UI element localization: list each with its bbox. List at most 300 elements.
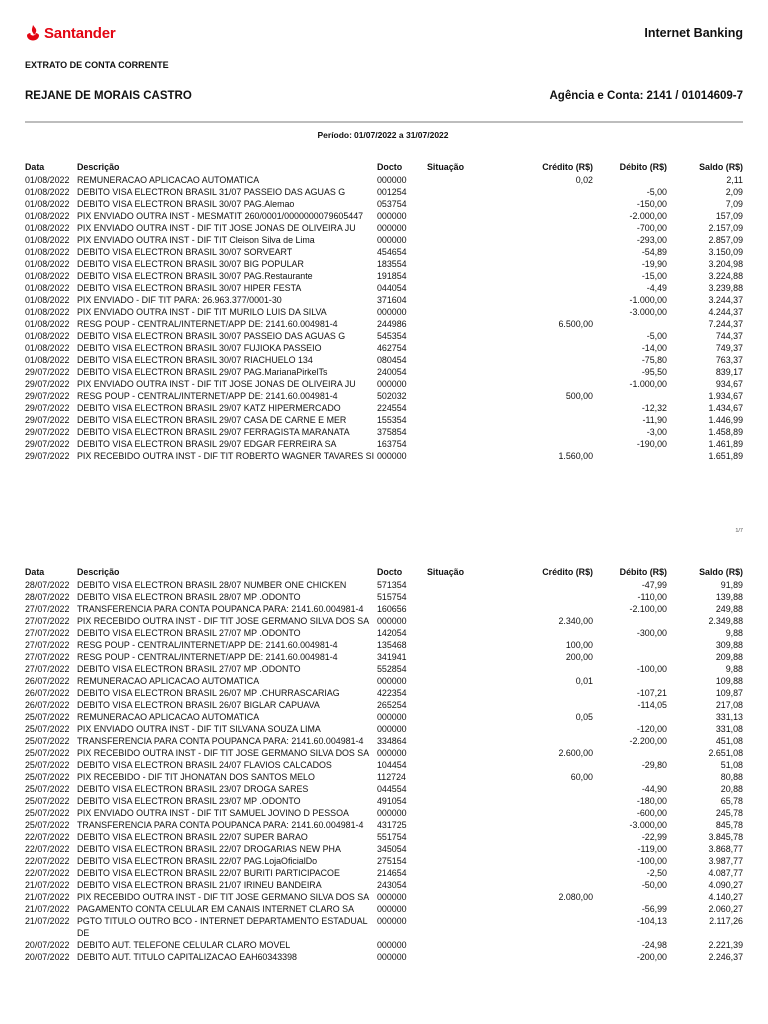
cell-date: 01/08/2022 xyxy=(25,294,70,305)
table-row xyxy=(25,771,743,783)
table-row xyxy=(25,819,743,831)
cell-description: DEBITO VISA ELECTRON BRASIL 29/07 CASA DE CARNE E MER xyxy=(77,414,347,425)
cell-debit: -107,21 xyxy=(636,687,667,698)
cell-doc: 183554 xyxy=(377,258,407,269)
col-date-header: Data xyxy=(25,567,45,577)
cell-date: 27/07/2022 xyxy=(25,639,70,650)
cell-description: DEBITO VISA ELECTRON BRASIL 22/07 SUPER BARAO xyxy=(77,831,308,842)
cell-description: TRANSFERENCIA PARA CONTA POUPANCA PARA: 2141.60.004981-4 xyxy=(77,603,364,614)
cell-description: REMUNERACAO APLICACAO AUTOMATICA xyxy=(77,711,260,722)
cell-doc: 104454 xyxy=(377,759,407,770)
cell-doc: 341941 xyxy=(377,651,407,662)
cell-balance: 20,88 xyxy=(720,783,743,794)
cell-date: 27/07/2022 xyxy=(25,615,70,626)
col-description-header: Descrição xyxy=(77,567,120,577)
cell-date: 29/07/2022 xyxy=(25,366,70,377)
cell-description: DEBITO VISA ELECTRON BRASIL 27/07 MP .ODONTO xyxy=(77,663,301,674)
cell-date: 21/07/2022 xyxy=(25,879,70,890)
cell-description: DEBITO VISA ELECTRON BRASIL 24/07 FLAVIOS CALCADOS xyxy=(77,759,332,770)
period-value: 01/07/2022 a 31/07/2022 xyxy=(353,130,449,140)
cell-doc: 000000 xyxy=(377,951,407,962)
cell-date: 01/08/2022 xyxy=(25,354,70,365)
cell-debit: -200,00 xyxy=(636,951,667,962)
cell-balance: 109,87 xyxy=(715,687,743,698)
table-row xyxy=(25,747,743,759)
cell-balance: 2.060,27 xyxy=(708,903,743,914)
cell-date: 21/07/2022 xyxy=(25,891,70,902)
cell-debit: -104,13 xyxy=(636,915,667,926)
internet-banking-title: Internet Banking xyxy=(644,26,743,40)
cell-debit: -54,89 xyxy=(641,246,667,257)
cell-doc: 163754 xyxy=(377,438,407,449)
table-row xyxy=(25,258,743,270)
table-row xyxy=(25,306,743,318)
table-row xyxy=(25,663,743,675)
document-type: EXTRATO DE CONTA CORRENTE xyxy=(25,60,169,70)
cell-description: PIX RECEBIDO OUTRA INST - DIF TIT JOSE GERMANO SILVA DOS SA xyxy=(77,891,370,902)
cell-description: DEBITO AUT. TITULO CAPITALIZACAO EAH60343398 xyxy=(77,951,297,962)
cell-debit: -110,00 xyxy=(637,591,667,602)
col-description-header: Descrição xyxy=(77,162,120,172)
account-label: Agência e Conta: xyxy=(549,90,644,102)
cell-description: DEBITO VISA ELECTRON BRASIL 31/07 PASSEIO DAS AGUAS G xyxy=(77,186,346,197)
cell-doc: 135468 xyxy=(377,639,407,650)
cell-date: 29/07/2022 xyxy=(25,378,70,389)
cell-doc: 502032 xyxy=(377,390,407,401)
cell-description: DEBITO VISA ELECTRON BRASIL 23/07 MP .ODONTO xyxy=(77,795,301,806)
cell-date: 25/07/2022 xyxy=(25,807,70,818)
cell-balance: 2.651,08 xyxy=(708,747,743,758)
cell-balance: 4.140,27 xyxy=(708,891,743,902)
account-number: 2141 / 01014609-7 xyxy=(646,90,743,102)
cell-description: DEBITO VISA ELECTRON BRASIL 28/07 NUMBER ONE CHICKEN xyxy=(77,579,347,590)
table-row xyxy=(25,711,743,723)
col-status-header: Situação xyxy=(427,567,464,577)
cell-date: 01/08/2022 xyxy=(25,222,70,233)
cell-balance: 217,08 xyxy=(715,699,743,710)
cell-description: DEBITO VISA ELECTRON BRASIL 30/07 SORVEART xyxy=(77,246,293,257)
cell-debit: -4,49 xyxy=(646,282,667,293)
cell-doc: 080454 xyxy=(377,354,407,365)
cell-doc: 000000 xyxy=(377,711,407,722)
cell-debit: -24,98 xyxy=(641,939,667,950)
table-row xyxy=(25,234,743,246)
cell-debit: -2,50 xyxy=(646,867,667,878)
cell-balance: 7.244,37 xyxy=(708,318,743,329)
table-row xyxy=(25,342,743,354)
cell-doc: 000000 xyxy=(377,222,407,233)
cell-balance: 3.987,77 xyxy=(708,855,743,866)
cell-date: 01/08/2022 xyxy=(25,330,70,341)
cell-date: 29/07/2022 xyxy=(25,414,70,425)
cell-balance: 839,17 xyxy=(715,366,743,377)
cell-date: 25/07/2022 xyxy=(25,747,70,758)
cell-date: 21/07/2022 xyxy=(25,915,70,926)
cell-balance: 1.446,99 xyxy=(708,414,743,425)
cell-balance: 80,88 xyxy=(720,771,743,782)
table-row xyxy=(25,198,743,210)
cell-balance: 139,88 xyxy=(715,591,743,602)
table-row xyxy=(25,867,743,879)
page-header xyxy=(25,24,743,44)
cell-balance: 2.117,26 xyxy=(709,915,743,926)
cell-description: PIX ENVIADO OUTRA INST - MESMATIT 260/0001/0000000079605447 xyxy=(77,210,364,221)
cell-description: RESG POUP - CENTRAL/INTERNET/APP DE: 2141.60.004981-4 xyxy=(77,651,338,662)
cell-balance: 9,88 xyxy=(725,627,743,638)
cell-description: PIX RECEBIDO - DIF TIT JHONATAN DOS SANTOS MELO xyxy=(77,771,315,782)
cell-balance: 2,11 xyxy=(726,174,743,185)
cell-date: 01/08/2022 xyxy=(25,186,70,197)
table-row xyxy=(25,783,743,795)
cell-debit: -3.000,00 xyxy=(629,306,667,317)
table-row xyxy=(25,651,743,663)
cell-date: 27/07/2022 xyxy=(25,603,70,614)
table-row xyxy=(25,639,743,651)
cell-balance: 2.246,37 xyxy=(708,951,743,962)
table-row xyxy=(25,939,743,951)
col-date-header: Data xyxy=(25,162,45,172)
cell-doc: 422354 xyxy=(377,687,407,698)
cell-doc: 000000 xyxy=(377,450,407,461)
cell-debit: -22,99 xyxy=(641,831,667,842)
col-debit-header: Débito (R$) xyxy=(619,567,667,577)
cell-date: 27/07/2022 xyxy=(25,651,70,662)
cell-debit: -119,00 xyxy=(637,843,667,854)
cell-balance: 331,08 xyxy=(715,723,743,734)
cell-debit: -75,80 xyxy=(641,354,667,365)
table-row xyxy=(25,318,743,330)
cell-description: DEBITO VISA ELECTRON BRASIL 22/07 DROGARIAS NEW PHA xyxy=(77,843,341,854)
cell-description: DEBITO VISA ELECTRON BRASIL 29/07 PAG.MarianaPirkelTs xyxy=(77,366,328,377)
cell-description: PGTO TITULO OUTRO BCO - INTERNET DEPARTAMENTO ESTADUAL DE xyxy=(77,915,368,938)
cell-debit: -300,00 xyxy=(636,627,667,638)
cell-debit: -19,90 xyxy=(641,258,667,269)
cell-debit: -600,00 xyxy=(636,807,667,818)
cell-date: 01/08/2022 xyxy=(25,174,70,185)
table-row xyxy=(25,735,743,747)
table-row xyxy=(25,330,743,342)
cell-balance: 3.224,88 xyxy=(708,270,743,281)
cell-description: PIX ENVIADO OUTRA INST - DIF TIT Cleison Silva de Lima xyxy=(77,234,315,245)
cell-date: 26/07/2022 xyxy=(25,687,70,698)
col-credit-header: Crédito (R$) xyxy=(542,162,593,172)
table-header xyxy=(25,161,743,174)
table-row xyxy=(25,222,743,234)
cell-doc: 000000 xyxy=(377,723,407,734)
table-row xyxy=(25,354,743,366)
cell-balance: 749,37 xyxy=(715,342,743,353)
cell-doc: 431725 xyxy=(377,819,407,830)
cell-debit: -44,90 xyxy=(641,783,667,794)
cell-doc: 000000 xyxy=(377,891,407,902)
cell-doc: 155354 xyxy=(377,414,407,425)
cell-date: 29/07/2022 xyxy=(25,426,70,437)
cell-date: 22/07/2022 xyxy=(25,855,70,866)
cell-balance: 763,37 xyxy=(715,354,743,365)
cell-balance: 1.458,89 xyxy=(708,426,743,437)
table-row xyxy=(25,579,743,591)
cell-description: DEBITO VISA ELECTRON BRASIL 26/07 MP .CHURRASCARIAG xyxy=(77,687,340,698)
cell-date: 26/07/2022 xyxy=(25,675,70,686)
col-balance-header: Saldo (R$) xyxy=(699,162,743,172)
col-balance-header: Saldo (R$) xyxy=(699,567,743,577)
table-row xyxy=(25,759,743,771)
table-row xyxy=(25,390,743,402)
cell-description: DEBITO VISA ELECTRON BRASIL 28/07 MP .ODONTO xyxy=(77,591,301,602)
cell-debit: -700,00 xyxy=(636,222,667,233)
cell-balance: 245,78 xyxy=(715,807,743,818)
cell-balance: 51,08 xyxy=(720,759,743,770)
cell-doc: 053754 xyxy=(377,198,407,209)
header-divider xyxy=(25,121,743,123)
cell-doc: 001254 xyxy=(377,186,407,197)
cell-date: 29/07/2022 xyxy=(25,438,70,449)
cell-doc: 454654 xyxy=(377,246,407,257)
cell-balance: 744,37 xyxy=(715,330,743,341)
cell-doc: 265254 xyxy=(377,699,407,710)
cell-credit: 2.340,00 xyxy=(558,615,593,626)
cell-description: DEBITO VISA ELECTRON BRASIL 30/07 PAG.Restaurante xyxy=(77,270,313,281)
cell-debit: -14,00 xyxy=(641,342,667,353)
cell-doc: 000000 xyxy=(377,747,407,758)
table-row xyxy=(25,915,743,939)
cell-description: DEBITO VISA ELECTRON BRASIL 27/07 MP .ODONTO xyxy=(77,627,301,638)
cell-description: DEBITO AUT. TELEFONE CELULAR CLARO MOVEL xyxy=(77,939,291,950)
cell-description: RESG POUP - CENTRAL/INTERNET/APP DE: 2141.60.004981-4 xyxy=(77,318,338,329)
cell-debit: -114,05 xyxy=(637,699,667,710)
cell-debit: -5,00 xyxy=(646,186,667,197)
cell-debit: -3.000,00 xyxy=(629,819,667,830)
cell-doc: 000000 xyxy=(377,234,407,245)
cell-date: 01/08/2022 xyxy=(25,342,70,353)
cell-date: 29/07/2022 xyxy=(25,450,70,461)
table-row xyxy=(25,270,743,282)
cell-description: PIX ENVIADO OUTRA INST - DIF TIT SAMUEL JOVINO D PESSOA xyxy=(77,807,349,818)
cell-debit: -190,00 xyxy=(636,438,667,449)
santander-logo xyxy=(25,24,116,42)
table-row xyxy=(25,879,743,891)
cell-date: 25/07/2022 xyxy=(25,783,70,794)
cell-balance: 1.461,89 xyxy=(708,438,743,449)
cell-date: 01/08/2022 xyxy=(25,270,70,281)
cell-balance: 1.434,67 xyxy=(708,402,743,413)
cell-doc: 142054 xyxy=(377,627,407,638)
cell-doc: 243054 xyxy=(377,879,407,890)
cell-doc: 224554 xyxy=(377,402,407,413)
cell-credit: 2.080,00 xyxy=(558,891,593,902)
table-row xyxy=(25,615,743,627)
table-row xyxy=(25,627,743,639)
cell-description: RESG POUP - CENTRAL/INTERNET/APP DE: 2141.60.004981-4 xyxy=(77,390,338,401)
cell-debit: -29,80 xyxy=(641,759,667,770)
cell-balance: 249,88 xyxy=(715,603,743,614)
table-row xyxy=(25,675,743,687)
account-info xyxy=(547,90,744,102)
cell-date: 01/08/2022 xyxy=(25,318,70,329)
table-row xyxy=(25,855,743,867)
cell-date: 01/08/2022 xyxy=(25,198,70,209)
cell-doc: 375854 xyxy=(377,426,407,437)
cell-debit: -11,90 xyxy=(642,414,667,425)
col-doc-header: Docto xyxy=(377,567,403,577)
cell-balance: 7,09 xyxy=(725,198,743,209)
page-number: 1/7 xyxy=(735,528,743,534)
cell-description: DEBITO VISA ELECTRON BRASIL 22/07 BURITI PARTICIPACOE xyxy=(77,867,340,878)
cell-date: 01/08/2022 xyxy=(25,258,70,269)
cell-doc: 345054 xyxy=(377,843,407,854)
col-status-header: Situação xyxy=(427,162,464,172)
cell-debit: -293,00 xyxy=(636,234,667,245)
cell-debit: -180,00 xyxy=(636,795,667,806)
cell-doc: 112724 xyxy=(377,771,406,782)
cell-description: REMUNERACAO APLICACAO AUTOMATICA xyxy=(77,174,260,185)
table-row xyxy=(25,603,743,615)
statement-period xyxy=(0,130,768,140)
cell-doc: 000000 xyxy=(377,174,407,185)
cell-doc: 240054 xyxy=(377,366,407,377)
cell-date: 26/07/2022 xyxy=(25,699,70,710)
cell-description: DEBITO VISA ELECTRON BRASIL 30/07 PAG.Alemao xyxy=(77,198,295,209)
cell-description: DEBITO VISA ELECTRON BRASIL 22/07 PAG.LojaOficialDo xyxy=(77,855,318,866)
cell-doc: 000000 xyxy=(377,378,407,389)
table-row xyxy=(25,402,743,414)
cell-doc: 244986 xyxy=(377,318,407,329)
cell-date: 01/08/2022 xyxy=(25,282,70,293)
cell-doc: 044054 xyxy=(377,282,407,293)
cell-description: TRANSFERENCIA PARA CONTA POUPANCA PARA: 2141.60.004981-4 xyxy=(77,819,364,830)
table-row xyxy=(25,591,743,603)
cell-doc: 000000 xyxy=(377,903,407,914)
cell-balance: 3.204,98 xyxy=(708,258,743,269)
cell-balance: 1.651,89 xyxy=(708,450,743,461)
cell-description: PIX RECEBIDO OUTRA INST - DIF TIT ROBERTO WAGNER TAVARES SI xyxy=(77,450,375,461)
cell-description: PAGAMENTO CONTA CELULAR EM CANAIS INTERNET CLARO SA xyxy=(77,903,354,914)
cell-balance: 1.934,67 xyxy=(708,390,743,401)
cell-credit: 2.600,00 xyxy=(558,747,593,758)
cell-date: 22/07/2022 xyxy=(25,867,70,878)
cell-description: PIX RECEBIDO OUTRA INST - DIF TIT JOSE GERMANO SILVA DOS SA xyxy=(77,747,370,758)
cell-date: 29/07/2022 xyxy=(25,390,70,401)
cell-doc: 000000 xyxy=(377,210,407,221)
cell-debit: -3,00 xyxy=(646,426,667,437)
cell-balance: 4.087,77 xyxy=(708,867,743,878)
cell-doc: 000000 xyxy=(377,306,407,317)
cell-description: DEBITO VISA ELECTRON BRASIL 30/07 HIPER FESTA xyxy=(77,282,302,293)
cell-debit: -100,00 xyxy=(636,663,667,674)
cell-doc: 160656 xyxy=(377,603,407,614)
cell-description: PIX ENVIADO - DIF TIT PARA: 26.963.377/0001-30 xyxy=(77,294,282,305)
table-row xyxy=(25,723,743,735)
cell-doc: 275154 xyxy=(377,855,407,866)
table-row xyxy=(25,438,743,450)
cell-description: DEBITO VISA ELECTRON BRASIL 30/07 FUJIOKA PASSEIO xyxy=(77,342,322,353)
cell-date: 22/07/2022 xyxy=(25,831,70,842)
cell-balance: 4.090,27 xyxy=(708,879,743,890)
cell-date: 22/07/2022 xyxy=(25,843,70,854)
cell-balance: 309,88 xyxy=(715,639,743,650)
cell-debit: -95,50 xyxy=(641,366,667,377)
cell-balance: 3.239,88 xyxy=(708,282,743,293)
cell-doc: 515754 xyxy=(377,591,407,602)
table-row xyxy=(25,795,743,807)
table-row xyxy=(25,450,743,474)
cell-doc: 334864 xyxy=(377,735,407,746)
cell-debit: -56,99 xyxy=(641,903,667,914)
table-row xyxy=(25,246,743,258)
cell-doc: 571354 xyxy=(377,579,407,590)
cell-balance: 331,13 xyxy=(715,711,743,722)
cell-description: DEBITO VISA ELECTRON BRASIL 29/07 KATZ HIPERMERCADO xyxy=(77,402,341,413)
table-row xyxy=(25,282,743,294)
cell-balance: 9,88 xyxy=(725,663,743,674)
cell-date: 01/08/2022 xyxy=(25,246,70,257)
cell-debit: -15,00 xyxy=(641,270,667,281)
cell-date: 29/07/2022 xyxy=(25,402,70,413)
brand-name: Santander xyxy=(44,24,116,42)
cell-doc: 462754 xyxy=(377,342,407,353)
cell-balance: 65,78 xyxy=(720,795,743,806)
cell-description: RESG POUP - CENTRAL/INTERNET/APP DE: 2141.60.004981-4 xyxy=(77,639,338,650)
table-row xyxy=(25,891,743,903)
cell-date: 25/07/2022 xyxy=(25,771,70,782)
table-row xyxy=(25,951,743,963)
cell-date: 25/07/2022 xyxy=(25,735,70,746)
table-row xyxy=(25,843,743,855)
cell-doc: 000000 xyxy=(377,807,407,818)
transactions-table-page-1 xyxy=(25,161,743,474)
cell-description: DEBITO VISA ELECTRON BRASIL 29/07 EDGAR FERREIRA SA xyxy=(77,438,337,449)
cell-date: 27/07/2022 xyxy=(25,663,70,674)
cell-debit: -47,99 xyxy=(641,579,667,590)
table-body xyxy=(25,579,743,963)
cell-balance: 2.857,09 xyxy=(708,234,743,245)
cell-balance: 3.845,78 xyxy=(708,831,743,842)
cell-doc: 000000 xyxy=(377,915,407,926)
cell-balance: 3.150,09 xyxy=(708,246,743,257)
cell-credit: 0,05 xyxy=(575,711,593,722)
cell-balance: 209,88 xyxy=(715,651,743,662)
table-header xyxy=(25,566,743,579)
period-label: Período: xyxy=(317,130,352,140)
cell-doc: 000000 xyxy=(377,675,407,686)
table-row xyxy=(25,378,743,390)
cell-balance: 2.221,39 xyxy=(708,939,743,950)
cell-debit: -50,00 xyxy=(641,879,667,890)
col-doc-header: Docto xyxy=(377,162,403,172)
cell-description: REMUNERACAO APLICACAO AUTOMATICA xyxy=(77,675,260,686)
table-row xyxy=(25,831,743,843)
cell-description: PIX ENVIADO OUTRA INST - DIF TIT JOSE JONAS DE OLIVEIRA JU xyxy=(77,222,356,233)
table-row xyxy=(25,687,743,699)
cell-date: 28/07/2022 xyxy=(25,591,70,602)
col-credit-header: Crédito (R$) xyxy=(542,567,593,577)
cell-date: 25/07/2022 xyxy=(25,819,70,830)
cell-date: 25/07/2022 xyxy=(25,795,70,806)
cell-balance: 451,08 xyxy=(715,735,743,746)
cell-date: 21/07/2022 xyxy=(25,903,70,914)
cell-date: 28/07/2022 xyxy=(25,579,70,590)
cell-balance: 4.244,37 xyxy=(708,306,743,317)
cell-description: PIX ENVIADO OUTRA INST - DIF TIT MURILO LUIS DA SILVA xyxy=(77,306,327,317)
table-row xyxy=(25,366,743,378)
cell-balance: 157,09 xyxy=(715,210,743,221)
cell-description: DEBITO VISA ELECTRON BRASIL 30/07 RIACHUELO 134 xyxy=(77,354,313,365)
cell-balance: 2.349,88 xyxy=(708,615,743,626)
cell-description: DEBITO VISA ELECTRON BRASIL 26/07 BIGLAR CAPUAVA xyxy=(77,699,320,710)
table-row xyxy=(25,174,743,186)
cell-credit: 200,00 xyxy=(565,651,593,662)
cell-description: TRANSFERENCIA PARA CONTA POUPANCA PARA: 2141.60.004981-4 xyxy=(77,735,364,746)
